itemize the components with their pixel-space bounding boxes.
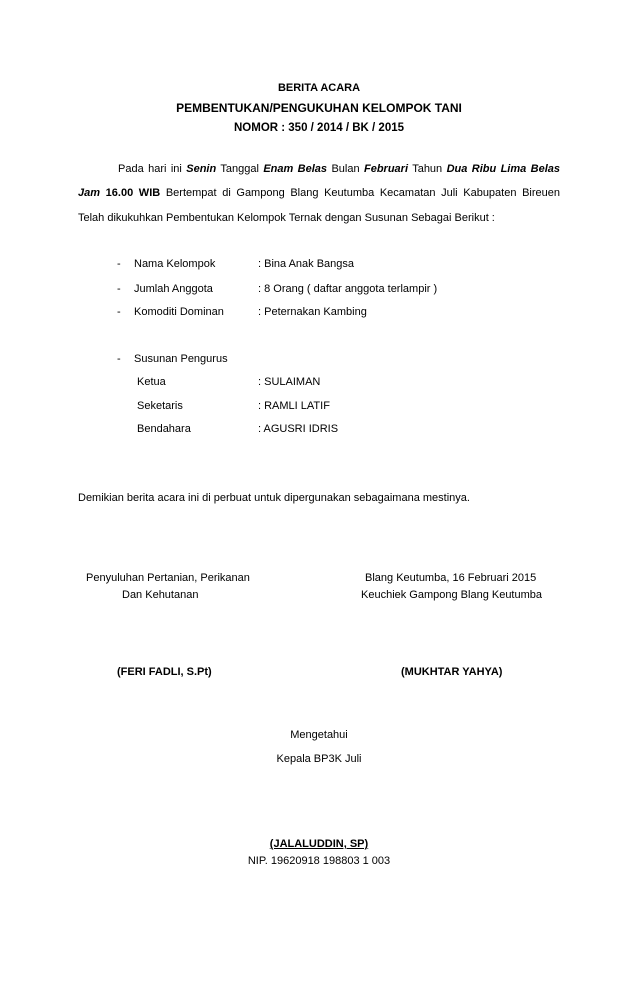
bottom-signatory-nip: NIP. 19620918 198803 1 003: [247, 855, 391, 867]
member-name: : AGUSRI IDRIS: [258, 423, 339, 435]
list-dash: -: [117, 353, 121, 365]
intro-line-2: Jam 16.00 WIB Bertempat di Gampong Blang Keutumba Kecamatan Juli Kabupaten Bireuen: [78, 187, 560, 199]
detail-value: : Peternakan Kambing: [258, 306, 367, 318]
right-signatory-title: Keuchiek Gampong Blang Keutumba: [361, 589, 543, 601]
document-number: NOMOR : 350 / 2014 / BK / 2015: [233, 122, 405, 134]
kepala-title: Kepala BP3K Juli: [276, 753, 362, 765]
list-dash: -: [117, 258, 121, 270]
left-signatory-title-2: Dan Kehutanan: [122, 589, 199, 601]
closing-statement: Demikian berita acara ini di perbuat untuk dipergunakan sebagaimana mestinya.: [78, 492, 470, 504]
member-role: Seketaris: [137, 400, 183, 412]
pengurus-heading: Susunan Pengurus: [134, 353, 228, 365]
member-name: : RAMLI LATIF: [258, 400, 330, 412]
document-title: BERITA ACARA: [277, 82, 361, 94]
member-role: Ketua: [137, 376, 166, 388]
list-dash: -: [117, 306, 121, 318]
left-signatory-name: (FERI FADLI, S.Pt): [117, 666, 212, 678]
detail-value: : 8 Orang ( daftar anggota terlampir ): [258, 283, 438, 295]
detail-value: : Bina Anak Bangsa: [258, 258, 355, 270]
intro-line-3: Telah dikukuhkan Pembentukan Kelompok Ternak dengan Susunan Sebagai Berikut :: [78, 212, 495, 224]
left-signatory-title: Penyuluhan Pertanian, Perikanan: [86, 572, 250, 584]
member-role: Bendahara: [137, 423, 191, 435]
member-name: : SULAIMAN: [258, 376, 321, 388]
right-signatory-name: (MUKHTAR YAHYA): [401, 666, 503, 678]
bottom-signatory-name: (JALALUDDIN, SP): [269, 838, 369, 850]
detail-label: Komoditi Dominan: [134, 306, 224, 318]
document-subtitle: PEMBENTUKAN/PENGUKUHAN KELOMPOK TANI: [176, 101, 462, 115]
detail-label: Jumlah Anggota: [134, 283, 213, 295]
intro-line-1: Pada hari ini Senin Tanggal Enam Belas Bulan Februari Tahun Dua Ribu Lima Belas: [118, 163, 561, 175]
place-date: Blang Keutumba, 16 Februari 2015: [365, 572, 537, 584]
mengetahui-label: Mengetahui: [290, 729, 348, 741]
detail-label: Nama Kelompok: [134, 258, 216, 270]
list-dash: -: [117, 283, 121, 295]
